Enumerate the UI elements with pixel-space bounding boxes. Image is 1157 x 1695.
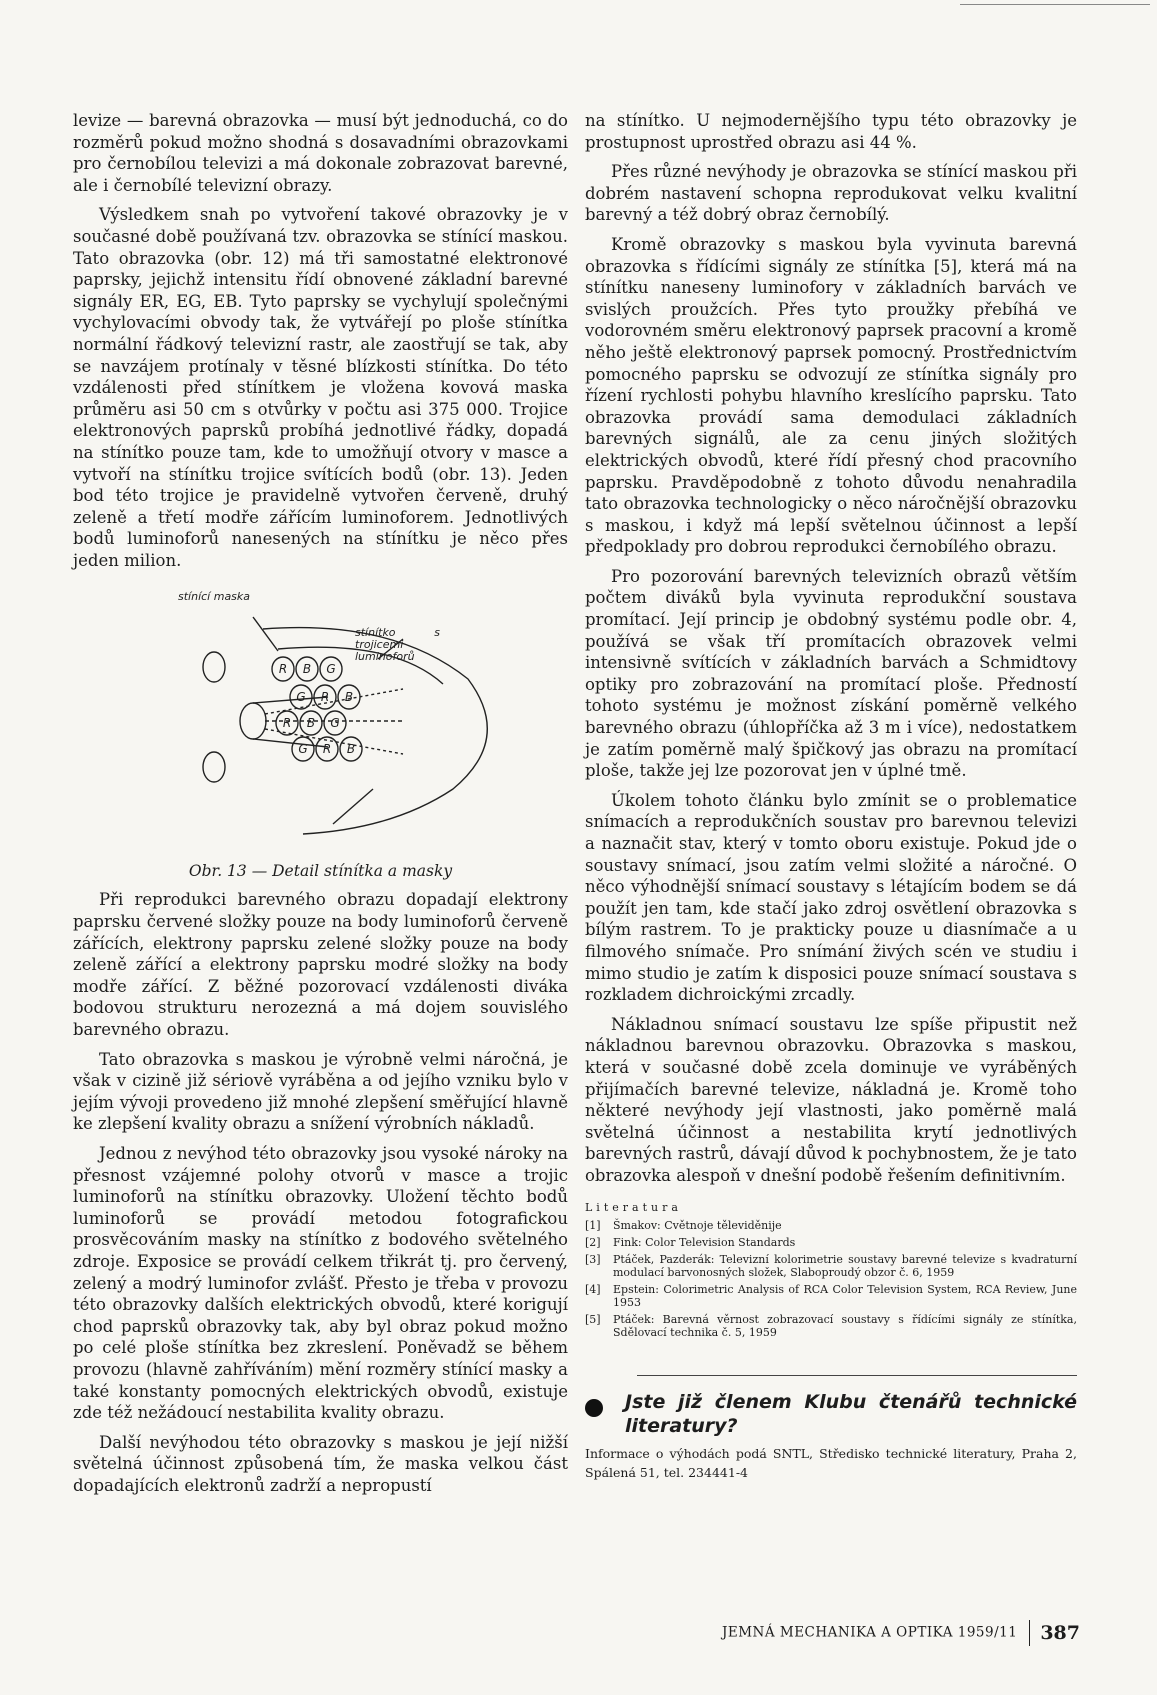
- reference-item: [585, 1219, 1077, 1232]
- reference-item: [585, 1313, 1077, 1339]
- phosphor-dot-label: R: [322, 742, 332, 757]
- left-column: [73, 110, 568, 1505]
- phosphor-dot-label: B: [302, 662, 312, 677]
- reference-number: [3]: [585, 1252, 601, 1266]
- reference-number: [1]: [585, 1218, 601, 1232]
- figure-13: [73, 579, 568, 889]
- page-footer: [0, 1620, 1080, 1646]
- paragraph: Jednou z nevýhod této obrazovky jsou vysoké nároky na přesnost vzájemné polohy otvorů v masce a trojic luminoforů na stínítku obrazovky. Uložení těchto bodů luminoforů se provádí metodou fotografickou prosvěcováním masky na stínítko z bodového světelného zdroje. Exposice se provádí celkem třikrát tj. pro červený, zelený a modrý luminofor zvlášť. Přesto je třeba v provozu této obrazovky dalších elektrických obvodů, které korigují chod paprsků obrazovky tak, aby byl obraz pokud možno po celé ploše stínítka bez zkreslení. Poněvadž se během provozu (hlavně zahříváním) mění rozměry stínící masky a také konstanty pomocných elektrických obvodů, existuje zde též nežádoucí nestabilita kvality obrazu.: [73, 1144, 568, 1423]
- phosphor-dot-label: B: [344, 690, 354, 705]
- phosphor-dot-label: R: [320, 690, 330, 705]
- paragraph: Přes různé nevýhody je obrazovka se stínící maskou při dobrém nastavení schopna reprodukovat velku kvalitní barevný a též dobrý obraz černobílý.: [585, 162, 1077, 225]
- reference-item: [585, 1283, 1077, 1309]
- phosphor-dot-label: R: [278, 662, 288, 677]
- beam-line: [265, 689, 403, 714]
- reference-number: [2]: [585, 1235, 601, 1249]
- ad-divider: [637, 1375, 1077, 1376]
- mask-hole: [203, 652, 225, 682]
- reference-number: [5]: [585, 1312, 601, 1326]
- paragraph: Další nevýhodou této obrazovky s maskou je její nižší světelná účinnost způsobená tím, že maska velkou část dopadajících elektronů zadrží a nepropustí: [73, 1432, 568, 1495]
- journal-name: JEMNÁ MECHANIKA A OPTIKA 1959/11: [721, 1624, 1018, 1641]
- page-number: 387: [1040, 1622, 1080, 1644]
- paragraph: Při reprodukci barevného obrazu dopadají elektrony paprsku červené složky pouze na body luminoforů červeně zářících, elektrony paprsku zelené složky pouze na body zeleně zářící a elektrony paprsku modré složky na body modře zářící. Z běžné pozorovací vzdálenosti diváka bodovou strukturu nerozezná a má dojem souvislého barevného obrazu.: [73, 890, 568, 1040]
- leader-line: [333, 789, 373, 824]
- reference-text: Šmakov: Cvětnoje těleviděnije: [613, 1218, 782, 1232]
- mask-hole: [203, 752, 225, 782]
- paragraph: levize — barevná obrazovka — musí být jednoduchá, co do rozměrů pokud možno shodná s dosavadními obrazovkami pro černobílou televizi a má dokonale zobrazovat barevné, ale i černobílé televizní obrazy.: [73, 111, 568, 195]
- phosphor-dot-label: G: [298, 742, 308, 757]
- reference-text: Ptáček: Barevná věrnost zobrazovací soustavy s řídícími signály ze stínítka, Sdělovací technika č. 5, 1959: [613, 1312, 1077, 1339]
- paragraph: na stínítko. U nejmodernějšího typu této obrazovky je prostupnost uprostřed obrazu asi 44 %.: [585, 111, 1077, 152]
- mask-hole: [240, 703, 266, 739]
- reference-text: Epstein: Colorimetric Analysis of RCA Color Television System, RCA Review, June 1953: [613, 1282, 1077, 1309]
- paragraph: Tato obrazovka s maskou je výrobně velmi náročná, je však v cizině již sériově vyráběna a od jejího vzniku bylo v jejím vývoji provedeno již mnohé zlepšení směřující hlavně ke zlepšení kvality obrazu a snížení výrobních nákladů.: [73, 1049, 568, 1134]
- bullet-icon: [585, 1399, 603, 1417]
- phosphor-dot-label: B: [306, 716, 316, 731]
- references-heading: Literatura: [585, 1200, 682, 1214]
- top-rule: [960, 4, 1150, 5]
- phosphor-dot-label: G: [330, 716, 340, 731]
- right-column: [585, 110, 1077, 1482]
- paragraph: Kromě obrazovky s maskou byla vyvinuta barevná obrazovka s řídícími signály ze stínítka [5], která má na stínítku naneseny luminofory v základních barvách ve svislých proužcích. Přes tyto proužky přebíhá ve vodorovném směru elektronový paprsek pracovní a kromě něho ještě elektronový paprsek pomocný. Prostřednictvím pomocného paprsku se odvozují ze stínítka signály pro řízení rychlosti pohybu hlavního kreslícího paprsku. Tato obrazovka provádí sama demodulaci základních barevných signálů, ale za cenu jiných složitých elektrických obvodů, které řídí přesný chod pracovního paprsku. Pravděpodobně z tohoto důvodu nenahradila tato obrazovka technologicky o něco náročnější obrazovku s maskou, i když má lepší světelnou účinnost a lepší předpoklady pro dobrou reprodukci černobílého obrazu.: [585, 234, 1077, 557]
- beam-line: [265, 729, 403, 757]
- ad-info: Informace o výhodách podá SNTL, Středisko technické literatury, Praha 2, Spálená 51, tel. 234441-4: [585, 1445, 1077, 1480]
- references: [585, 1201, 1077, 1339]
- phosphor-dot-label: G: [296, 690, 306, 705]
- footer-separator: [1029, 1620, 1030, 1646]
- phosphor-dot-label: B: [346, 742, 356, 757]
- paragraph: Nákladnou snímací soustavu lze spíše připustit než nákladnou barevnou obrazovku. Obrazovka s maskou, která v současné době zcela dominuje ve vyráběných přijímačích barevné televize, nákladná je. Kromě toho některé nevýhody její vlastnosti, jako poměrně malá světelná účinnost a nestabilita krytí jednotlivých barevných rastrů, dávají důvod k pochybnostem, že je tato obrazovka alespoň v dnešní podobě řešením definitivním.: [585, 1014, 1077, 1185]
- reference-number: [4]: [585, 1282, 601, 1296]
- reference-text: Fink: Color Television Standards: [613, 1235, 796, 1249]
- leader-line: [253, 617, 278, 651]
- paragraph: Pro pozorování barevných televizních obrazů větším počtem diváků byla vyvinuta reprodukční soustava promítací. Její princip je obdobný systému podle obr. 4, používá se však tří promítacích obrazovek velmi intensivně svítících v základních barvách a Schmidtovy optiky pro zobrazování na promítací ploše. Předností tohoto systému je možnost získání poměrně velkého barevného obrazu (úhlopříčka až 3 m i více), nedostatkem je zatím poměrně malý špičkový jas obrazu na promítací ploše, takže jej lze pozorovat jen v úplné tmě.: [585, 566, 1077, 781]
- reference-text: Ptáček, Pazderák: Televizní kolorimetrie soustavy barevné televize s kvadraturní modulací barvonosných složek, Slaboproudý obzor č. 6, 1959: [613, 1252, 1077, 1279]
- figure-caption: Obr. 13 — Detail stínítka a masky: [188, 862, 453, 881]
- ad-title: Jste již členem Klubu čtenářů technické literatury?: [625, 1390, 1077, 1437]
- label-screen: stínítko s trojicemi luminoforů: [355, 626, 440, 664]
- mask-screen-diagram: [73, 579, 568, 854]
- phosphor-dot-label: G: [326, 662, 336, 677]
- reference-item: [585, 1236, 1077, 1249]
- reference-item: [585, 1253, 1077, 1279]
- paragraph: Úkolem tohoto článku bylo zmínit se o problematice snímacích a reprodukčních soustav pro barevnou televizi a naznačit stav, který v tomto oboru existuje. Pokud jde o soustavy snímací, jsou zatím velmi složité a náročné. O něco výhodnější snímací soustavy s létajícím bodem se dá použít jen tam, kde stačí jako zdroj osvětlení obrazovka s bílým rastrem. To je prakticky pouze u diasnímače a u filmového snímače. Pro snímání živých scén ve studiu i mimo studio je zatím k disposici pouze snímací soustava s rozkladem dichroickými zrcadly.: [585, 790, 1077, 1005]
- club-advertisement: [585, 1390, 1077, 1482]
- paragraph: Výsledkem snah po vytvoření takové obrazovky je v současné době používaná tzv. obrazovka se stínící maskou. Tato obrazovka (obr. 12) má tři samostatné elektronové paprsky, jejichž intensitu řídí obnovené základní barevné signály ER, EG, EB. Tyto paprsky se vychylují společnými vychylovacími obvody tak, že vytvářejí po ploše stínítka normální řádkový televizní rastr, ale zaostřují se tak, aby se navzájem protínaly v těsné blízkosti stínítka. Do této vzdálenosti před stínítkem je vložena kovová maska průměru asi 50 cm s otvůrky v počtu asi 375 000. Trojice elektronových paprsků probíhá jednotlivé řádky, dopadá na stínítko pouze tam, kde to umožňují otvory v masce a vytvoří na stínítku trojice svítících bodů (obr. 13). Jeden bod této trojice je pravidelně vytvořen červeně, druhý zeleně a třetí modře zářícím luminoforem. Jednotlivých bodů luminoforů nanesených na stínítku je něco přes jeden milion.: [73, 205, 568, 570]
- label-mask: stínící maska: [178, 590, 251, 604]
- phosphor-dot-label: R: [282, 716, 292, 731]
